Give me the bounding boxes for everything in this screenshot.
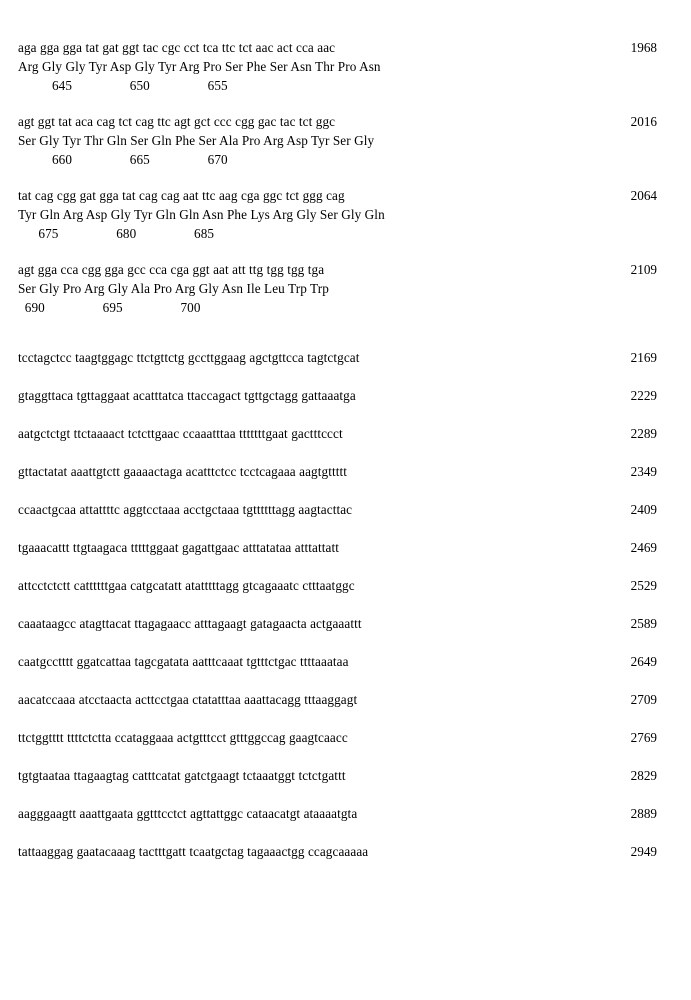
amino-acid-row: Ser Gly Pro Arg Gly Ala Pro Arg Gly Asn Ile Leu Trp Trp [18, 281, 329, 296]
position-number: 2529 [630, 578, 657, 593]
position-number: 2064 [630, 188, 657, 203]
residue-number-row: 690 695 700 [18, 300, 201, 315]
nucleotide-sequence: aacatccaaa atcctaacta acttcctgaa ctatatttaa aaattacagg tttaaggagt [18, 692, 358, 707]
nucleotide-row: agt ggt tat aca cag tct cag ttc agt gct ccc cgg gac tac tct ggc [18, 114, 336, 129]
nucleotide-sequence: tgaaacattt ttgtaagaca tttttggaat gagattgaac atttatataa atttattatt [18, 540, 339, 555]
nucleotide-line-row [0, 576, 691, 595]
nucleotide-section [0, 348, 691, 861]
nucleotide-line-row [0, 652, 691, 671]
position-number: 2889 [630, 806, 657, 821]
nucleotide-line-row [0, 614, 691, 633]
nucleotide-line-row [0, 766, 691, 785]
amino-acid-row: Ser Gly Tyr Thr Gln Ser Gln Phe Ser Ala Pro Arg Asp Tyr Ser Gly [18, 133, 375, 148]
position-number: 2229 [630, 388, 657, 403]
position-number: 2589 [630, 616, 657, 631]
nucleotide-sequence: caaataagcc atagttacat ttagagaacc atttagaagt gatagaacta actgaaattt [18, 616, 362, 631]
position-number: 2289 [630, 426, 657, 441]
nucleotide-sequence: tcctagctcc taagtggagc ttctgttctg gccttggaag agctgttcca tagtctgcat [18, 350, 360, 365]
position-number: 2709 [630, 692, 657, 707]
nucleotide-row: aga gga gga tat gat ggt tac cgc cct tca ttc tct aac act cca aac [18, 40, 336, 55]
nucleotide-line-row [0, 728, 691, 747]
position-number: 2829 [630, 768, 657, 783]
section-gap [0, 334, 691, 348]
nucleotide-line-row [0, 500, 691, 519]
nucleotide-row: tat cag cgg gat gga tat cag cag aat ttc aag cga ggc tct ggg cag [18, 188, 345, 203]
position-number: 2349 [630, 464, 657, 479]
nucleotide-sequence: gtaggttaca tgttaggaat acatttatca ttaccagact tgttgctagg gattaaatga [18, 388, 356, 403]
codon-block [0, 186, 691, 243]
nucleotide-sequence: gttactatat aaattgtctt gaaaactaga acatttctcc tcctcagaaa aagtgttttt [18, 464, 348, 479]
nucleotide-sequence: aatgctctgt ttctaaaact tctcttgaac ccaaatttaa tttttttgaat gactttccct [18, 426, 343, 441]
nucleotide-line-row [0, 462, 691, 481]
nucleotide-sequence: attcctctctt cattttttgaa catgcatatt atatttttagg gtcagaaatc ctttaatggc [18, 578, 355, 593]
position-number: 2169 [630, 350, 657, 365]
codon-block-section [0, 38, 691, 317]
nucleotide-sequence: tattaaggag gaatacaaag tactttgatt tcaatgctag tagaaactgg ccagcaaaaa [18, 844, 369, 859]
nucleotide-line-row [0, 386, 691, 405]
nucleotide-line-row [0, 690, 691, 709]
position-number: 2469 [630, 540, 657, 555]
top-spacer [0, 0, 691, 38]
residue-number-row: 645 650 655 [18, 78, 228, 93]
position-number: 2109 [630, 262, 657, 277]
codon-block [0, 38, 691, 95]
nucleotide-line-row [0, 348, 691, 367]
nucleotide-line-row [0, 842, 691, 861]
position-number: 2769 [630, 730, 657, 745]
amino-acid-row: Arg Gly Gly Tyr Asp Gly Tyr Arg Pro Ser Phe Ser Asn Thr Pro Asn [18, 59, 381, 74]
nucleotide-sequence: tgtgtaataa ttagaagtag catttcatat gatctgaagt tctaaatggt tctctgattt [18, 768, 346, 783]
residue-number-row: 675 680 685 [18, 226, 215, 241]
position-number: 2409 [630, 502, 657, 517]
nucleotide-sequence: ccaactgcaa attattttc aggtcctaaa acctgctaaa tgttttttagg aagtacttac [18, 502, 353, 517]
codon-block [0, 112, 691, 169]
position-number: 2016 [630, 114, 657, 129]
nucleotide-line-row [0, 804, 691, 823]
position-number: 1968 [630, 40, 657, 55]
residue-number-row: 660 665 670 [18, 152, 228, 167]
nucleotide-line-row [0, 538, 691, 557]
nucleotide-row: agt gga cca cgg gga gcc cca cga ggt aat att ttg tgg tgg tga [18, 262, 325, 277]
nucleotide-line-row [0, 424, 691, 443]
nucleotide-sequence: aagggaagtt aaattgaata ggtttcctct agttattggc cataacatgt ataaaatgta [18, 806, 358, 821]
position-number: 2949 [630, 844, 657, 859]
codon-block [0, 260, 691, 317]
nucleotide-sequence: ttctggtttt ttttctctta ccataggaaa actgtttcct gtttggccag gaagtcaacc [18, 730, 348, 745]
amino-acid-row: Tyr Gln Arg Asp Gly Tyr Gln Gln Asn Phe Lys Arg Gly Ser Gly Gln [18, 207, 385, 222]
nucleotide-sequence: caatgcctttt ggatcattaa tagcgatata aatttcaaat tgtttctgac ttttaaataa [18, 654, 349, 669]
position-number: 2649 [630, 654, 657, 669]
